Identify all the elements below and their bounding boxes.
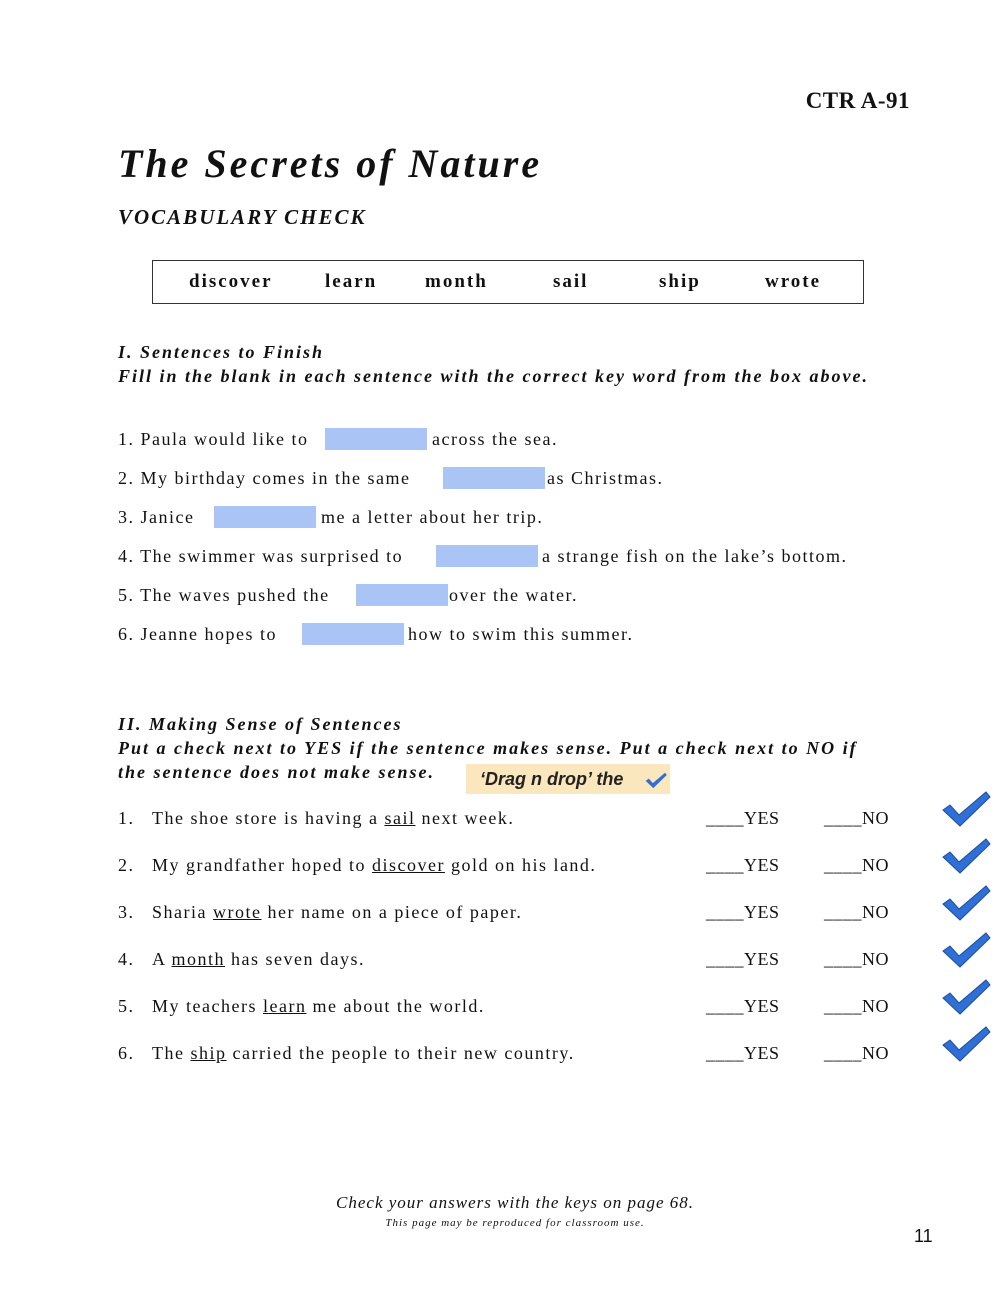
footer-answer-note: Check your answers with the keys on page 68. xyxy=(336,1193,694,1212)
key-word: wrote xyxy=(212,902,262,922)
item-text: gold on his land. xyxy=(450,855,597,875)
worksheet-code: CTR A-91 xyxy=(805,88,910,113)
sense-item xyxy=(118,808,898,832)
drop-blank[interactable] xyxy=(356,584,448,606)
item-sentence xyxy=(152,1043,575,1064)
page-number: 11 xyxy=(914,1226,933,1246)
drop-blank[interactable] xyxy=(436,545,538,567)
section2-instruction: Put a check next to YES if the sentence makes sense. Put a check next to NO if xyxy=(118,738,858,758)
word-bank-item[interactable]: month xyxy=(425,271,488,292)
item-text: The shoe store is having a xyxy=(152,808,379,828)
item-number: 3. xyxy=(118,902,135,922)
fill-sentence xyxy=(118,585,918,609)
sentence-end: as Christmas. xyxy=(547,468,664,488)
sense-item xyxy=(118,996,898,1020)
sentence-start: 4. The swimmer was surprised to xyxy=(118,546,404,566)
fill-sentence xyxy=(118,468,918,492)
sentence-end: how to swim this summer. xyxy=(408,624,634,644)
checkmark-icon xyxy=(644,771,668,789)
no-option[interactable]: ____NO xyxy=(824,902,889,922)
sentence-start: 6. Jeanne hopes to xyxy=(118,624,277,644)
key-word: discover xyxy=(371,855,445,875)
section2-instruction: the sentence does not make sense. xyxy=(118,762,435,782)
key-word: ship xyxy=(190,1043,227,1063)
item-text: me about the world. xyxy=(312,996,485,1016)
fill-sentence xyxy=(118,429,918,453)
fill-sentence xyxy=(118,507,918,531)
sense-item xyxy=(118,949,898,973)
sentence-start: 2. My birthday comes in the same xyxy=(118,468,411,488)
item-text: My teachers xyxy=(152,996,257,1016)
fill-sentence xyxy=(118,624,918,648)
item-number: 6. xyxy=(118,1043,135,1063)
sentence-end: me a letter about her trip. xyxy=(321,507,544,527)
sense-item xyxy=(118,1043,898,1067)
checkmark-icon[interactable] xyxy=(940,929,992,969)
sense-item xyxy=(118,855,898,879)
yes-option[interactable]: ____YES xyxy=(706,855,780,875)
item-number: 2. xyxy=(118,855,135,875)
word-bank-item[interactable]: discover xyxy=(189,271,273,292)
word-bank xyxy=(152,260,864,304)
sense-item xyxy=(118,902,898,926)
section2-heading: II. Making Sense of Sentences xyxy=(118,714,403,734)
sentence-start: 5. The waves pushed the xyxy=(118,585,330,605)
section1-instruction: Fill in the blank in each sentence with the correct key word from the box above. xyxy=(118,366,869,386)
item-text: A xyxy=(152,949,166,969)
no-option[interactable]: ____NO xyxy=(824,1043,889,1063)
item-text: next week. xyxy=(421,808,515,828)
key-word: learn xyxy=(262,996,307,1016)
item-sentence xyxy=(152,996,485,1017)
yes-option[interactable]: ____YES xyxy=(706,949,780,969)
item-sentence xyxy=(152,949,365,970)
section1-heading: I. Sentences to Finish xyxy=(118,342,325,362)
section-subtitle: VOCABULARY CHECK xyxy=(118,205,367,229)
sentence-start: 1. Paula would like to xyxy=(118,429,309,449)
sentence-end: a strange fish on the lake’s bottom. xyxy=(542,546,848,566)
checkmark-icon[interactable] xyxy=(940,788,992,828)
item-number: 4. xyxy=(118,949,135,969)
item-text: The xyxy=(152,1043,185,1063)
drag-drop-label: ‘Drag n drop’ the xyxy=(480,769,624,789)
yes-option[interactable]: ____YES xyxy=(706,902,780,922)
drop-blank[interactable] xyxy=(302,623,404,645)
no-option[interactable]: ____NO xyxy=(824,996,889,1016)
key-word: month xyxy=(171,949,226,969)
word-bank-item[interactable]: wrote xyxy=(765,271,822,292)
checkmark-icon[interactable] xyxy=(940,835,992,875)
item-sentence xyxy=(152,902,522,923)
item-text: My grandfather hoped to xyxy=(152,855,366,875)
footer-reproduce-note: This page may be reproduced for classroom use. xyxy=(385,1217,645,1229)
word-bank-item[interactable]: sail xyxy=(553,271,589,292)
yes-option[interactable]: ____YES xyxy=(706,996,780,1016)
item-sentence xyxy=(152,808,514,829)
word-bank-item[interactable]: ship xyxy=(659,271,701,292)
word-bank-item[interactable]: learn xyxy=(325,271,378,292)
item-text: carried the people to their new country. xyxy=(232,1043,575,1063)
drop-blank[interactable] xyxy=(443,467,545,489)
item-text: her name on a piece of paper. xyxy=(267,902,523,922)
no-option[interactable]: ____NO xyxy=(824,855,889,875)
drop-blank[interactable] xyxy=(214,506,316,528)
item-sentence xyxy=(152,855,596,876)
key-word: sail xyxy=(384,808,416,828)
no-option[interactable]: ____NO xyxy=(824,808,889,828)
drag-drop-hint xyxy=(466,764,670,794)
yes-option[interactable]: ____YES xyxy=(706,808,780,828)
yes-option[interactable]: ____YES xyxy=(706,1043,780,1063)
sentence-start: 3. Janice xyxy=(118,507,195,527)
page-title: The Secrets of Nature xyxy=(118,141,543,186)
item-text: has seven days. xyxy=(231,949,366,969)
item-number: 5. xyxy=(118,996,135,1016)
checkmark-icon[interactable] xyxy=(940,882,992,922)
no-option[interactable]: ____NO xyxy=(824,949,889,969)
checkmark-icon[interactable] xyxy=(940,1023,992,1063)
checkmark-icon[interactable] xyxy=(940,976,992,1016)
fill-sentence xyxy=(118,546,918,570)
sentence-end: across the sea. xyxy=(432,429,558,449)
drop-blank[interactable] xyxy=(325,428,427,450)
item-number: 1. xyxy=(118,808,135,828)
sentence-end: over the water. xyxy=(449,585,578,605)
item-text: Sharia xyxy=(152,902,207,922)
